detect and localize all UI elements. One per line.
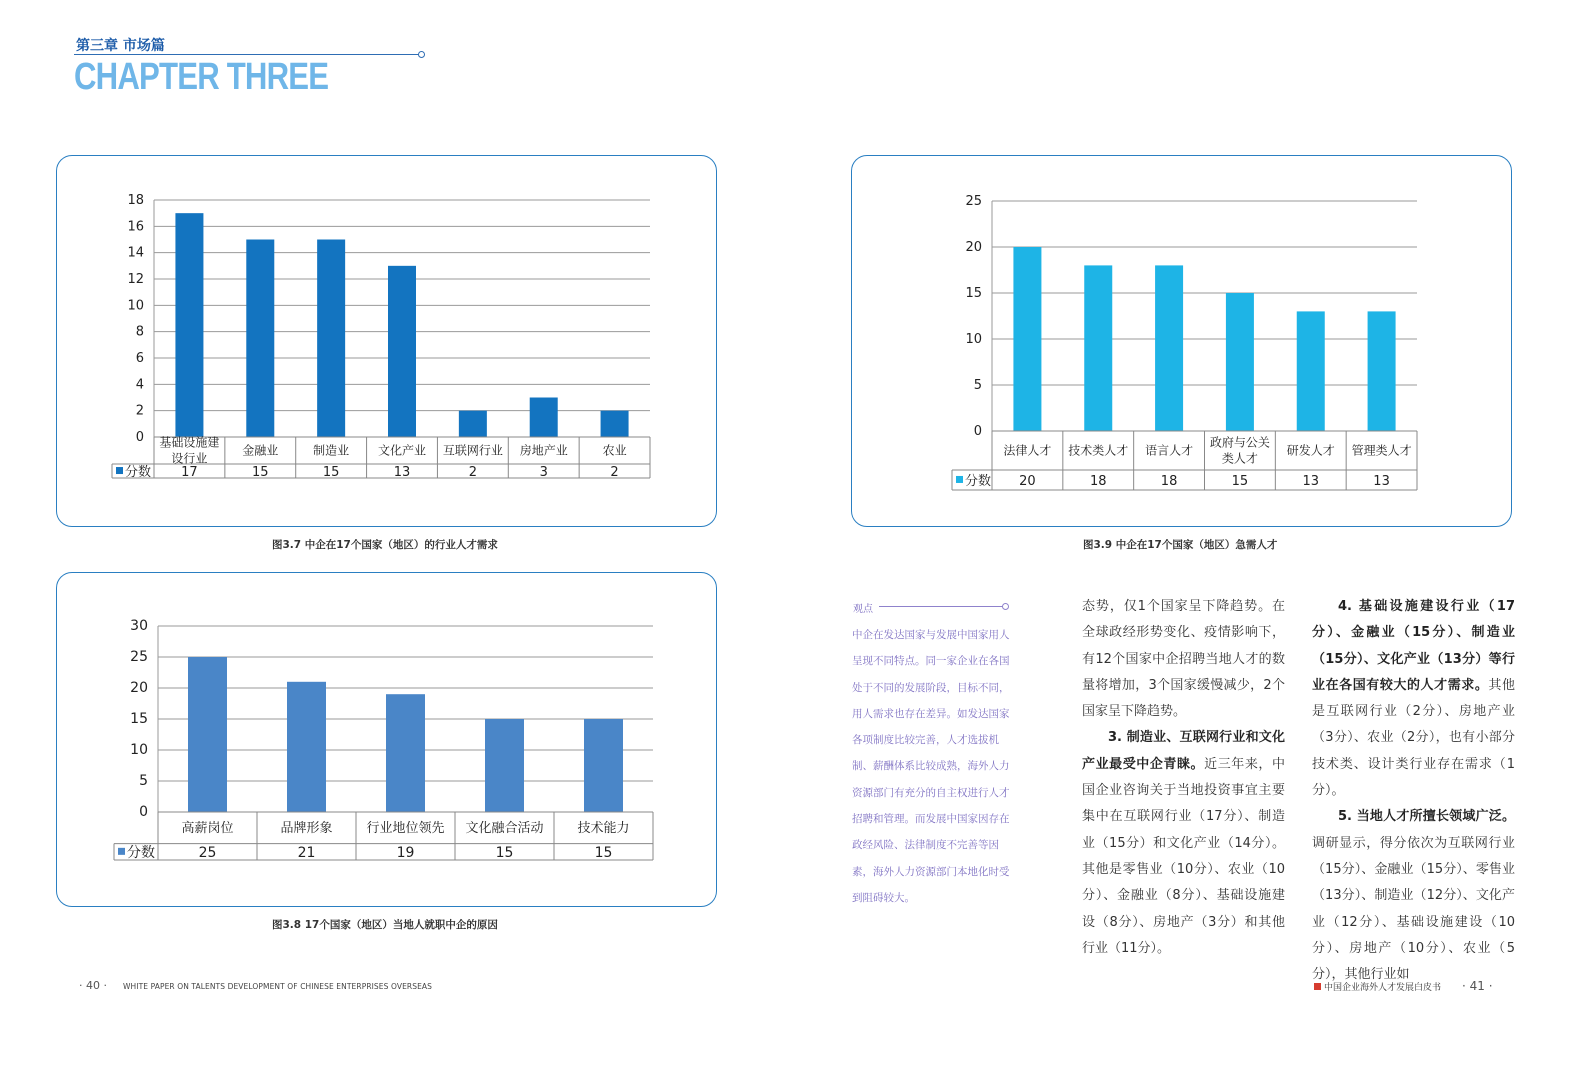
body-column-1 [1082, 594, 1285, 962]
y-tick-label: 4 [135, 377, 144, 393]
data-label: 13 [1302, 473, 1320, 489]
paragraph [1312, 594, 1515, 804]
data-label: 15 [594, 844, 613, 861]
bar [317, 240, 345, 438]
bar [1226, 293, 1254, 431]
viewpoint-divider [879, 606, 1003, 607]
category-label: 互联网行业 [442, 443, 503, 458]
bar [584, 719, 623, 812]
paragraph-heading: 3. 制造业、互联网行业和文化产业最受中企青睐。 [1082, 730, 1285, 772]
y-tick-label: 6 [135, 351, 144, 366]
y-tick-label: 20 [965, 240, 982, 255]
data-label: 18 [1089, 473, 1107, 489]
bar [1155, 265, 1183, 431]
chapter-title: CHAPTER THREE [74, 56, 329, 98]
y-tick-label: 30 [130, 618, 148, 634]
bar-chart-fig39 [852, 156, 1511, 526]
data-label: 21 [297, 844, 316, 861]
viewpoint-text: 中企在发达国家与发展中国家用人呈现不同特点。同一家企业在各国处于不同的发展阶段，目标不同，用人需求也存在差异。如发达国家各项制度比较完善，人才选拔机制、薪酬体系比较成熟，海外人力资源部门有充分的自主权进行人才招聘和管理。而发展中国家因存在政经风险、法律制度不完善等因素，海外人力资源部门本地化时受到阻碍较大。 [852, 629, 1010, 904]
paragraph-text: 调研显示，得分依次为互联网行业（15分）、金融业（15分）、零售业（13分）、制造业（12分）、文化产业（12分）、基础设施建设（10分）、房地产（10分）、农业（5分），其他行业如 [1312, 835, 1515, 983]
viewpoint-heading: 观点 [853, 604, 873, 615]
divider-dot [418, 51, 425, 58]
category-label: 基础设施建 [159, 435, 220, 450]
page-number-left: · 40 · [79, 979, 107, 992]
y-tick-label: 16 [127, 219, 144, 235]
paragraph: 态势，仅1个国家呈下降趋势。在全球政经形势变化、疫情影响下，有12个国家中企招聘当地人才的数量将增加，3个国家缓慢减少，2个国家呈下降趋势。 [1082, 599, 1285, 720]
category-label: 语言人才 [1145, 443, 1194, 458]
category-label: 文化产业 [377, 443, 427, 458]
y-tick-label: 0 [973, 424, 982, 439]
data-label: 15 [322, 465, 340, 481]
y-tick-label: 0 [135, 430, 144, 445]
legend-label: 分数 [127, 844, 155, 861]
bar [1013, 247, 1041, 431]
y-tick-label: 25 [130, 649, 148, 665]
bar [287, 682, 326, 812]
category-label: 研发人才 [1286, 443, 1335, 458]
category-label: 制造业 [313, 443, 350, 458]
bar-chart-fig37 [57, 156, 716, 526]
data-label: 19 [396, 844, 415, 861]
caption-fig37: 图3.7 中企在17个国家（地区）的行业人才需求 [272, 539, 498, 551]
data-label: 2 [610, 465, 619, 481]
bar-chart-fig38 [57, 573, 716, 906]
bar [386, 694, 425, 812]
category-label: 管理类人才 [1351, 443, 1412, 458]
viewpoint-dot [1002, 603, 1009, 610]
page-number-right: · 41 · [1462, 979, 1493, 993]
data-label: 15 [252, 465, 269, 481]
data-label: 13 [1373, 473, 1390, 489]
category-label: 法律人才 [1003, 443, 1052, 458]
paragraph [1082, 725, 1285, 962]
y-tick-label: 10 [127, 298, 144, 314]
bar [388, 266, 416, 437]
bar [601, 411, 629, 437]
y-tick-label: 20 [130, 680, 148, 696]
y-tick-label: 5 [973, 378, 982, 393]
data-label: 3 [539, 465, 548, 481]
category-label: 设行业 [171, 451, 208, 466]
y-tick-label: 10 [130, 742, 148, 758]
body-column-2 [1312, 594, 1515, 988]
y-tick-label: 15 [130, 711, 148, 727]
chart-frame-fig38 [56, 572, 717, 907]
data-label: 15 [495, 844, 514, 861]
chart-frame-fig37 [56, 155, 717, 527]
data-label: 2 [468, 465, 477, 481]
y-tick-label: 0 [139, 804, 148, 820]
bar [1297, 311, 1325, 431]
category-label: 行业地位领先 [366, 820, 445, 836]
category-label: 文化融合活动 [465, 820, 544, 836]
caption-fig38: 图3.8 17个国家（地区）当地人就职中企的原因 [272, 919, 498, 931]
category-label: 政府与公关 [1209, 435, 1270, 450]
category-label: 金融业 [242, 443, 279, 458]
bar [530, 398, 558, 438]
data-label: 15 [1231, 473, 1249, 489]
bar [1368, 311, 1396, 431]
bar [188, 657, 227, 812]
category-label: 技术能力 [577, 820, 630, 836]
y-tick-label: 25 [965, 194, 982, 209]
legend-label: 分数 [965, 473, 992, 489]
data-label: 20 [1019, 473, 1036, 489]
footer-title-cn [1314, 980, 1441, 993]
data-label: 13 [393, 465, 411, 481]
footer-title-en: WHITE PAPER ON TALENTS DEVELOPMENT OF CHINESE ENTERPRISES OVERSEAS [123, 982, 433, 991]
chapter-label: 第三章 市场篇 [76, 38, 165, 54]
paragraph-heading: 4. 基础设施建设行业（17分）、金融业（15分）、制造业（15分）、文化产业（13分）等行业在各国有较大的人才需求。 [1312, 599, 1515, 693]
bar [1084, 265, 1112, 431]
category-label: 技术类人才 [1068, 443, 1129, 458]
legend-swatch-icon [118, 848, 125, 855]
category-label: 高薪岗位 [181, 820, 234, 836]
y-tick-label: 14 [127, 245, 144, 261]
paragraph-heading: 5. 当地人才所擅长领域广泛。 [1338, 809, 1515, 825]
caption-fig39: 图3.9 中企在17个国家（地区）急需人才 [1083, 539, 1278, 551]
category-label: 类人才 [1221, 451, 1258, 466]
data-label: 25 [198, 844, 217, 861]
bar [175, 213, 203, 437]
y-tick-label: 2 [135, 403, 144, 419]
footer-square-icon [1314, 983, 1321, 990]
paragraph-text: 其他是互联网行业（2分）、房地产业（3分）、农业（2分），也有小部分技术类、设计类行业存在需求（1分）。 [1312, 677, 1515, 799]
bar [246, 240, 274, 438]
y-tick-label: 15 [965, 286, 982, 301]
chart-frame-fig39 [851, 155, 1512, 527]
y-tick-label: 18 [127, 193, 144, 208]
y-tick-label: 10 [965, 332, 982, 347]
chapter-divider [74, 54, 420, 55]
bar [459, 411, 487, 437]
category-label: 房地产业 [519, 443, 568, 458]
y-tick-label: 5 [139, 773, 148, 789]
y-tick-label: 12 [127, 272, 144, 287]
data-label: 17 [181, 465, 198, 481]
category-label: 品牌形象 [280, 820, 333, 836]
legend-swatch-icon [956, 476, 963, 483]
y-tick-label: 8 [135, 324, 144, 340]
paragraph-text: 近三年来，中国企业咨询关于当地投资事宜主要集中在互联网行业（17分）、制造业（15分）和文化产业（14分）。其他是零售业（10分）、农业（10分）、金融业（8分）、基础设施建设（8分）、房地产（3分）和其他行业（11分）。 [1082, 756, 1285, 956]
footer-title-text: 中国企业海外人才发展白皮书 [1324, 983, 1442, 993]
bar [485, 719, 524, 812]
legend-swatch-icon [116, 467, 123, 474]
legend-label: 分数 [125, 465, 152, 481]
data-label: 18 [1160, 473, 1178, 489]
category-label: 农业 [602, 443, 627, 458]
paragraph [1312, 804, 1515, 988]
